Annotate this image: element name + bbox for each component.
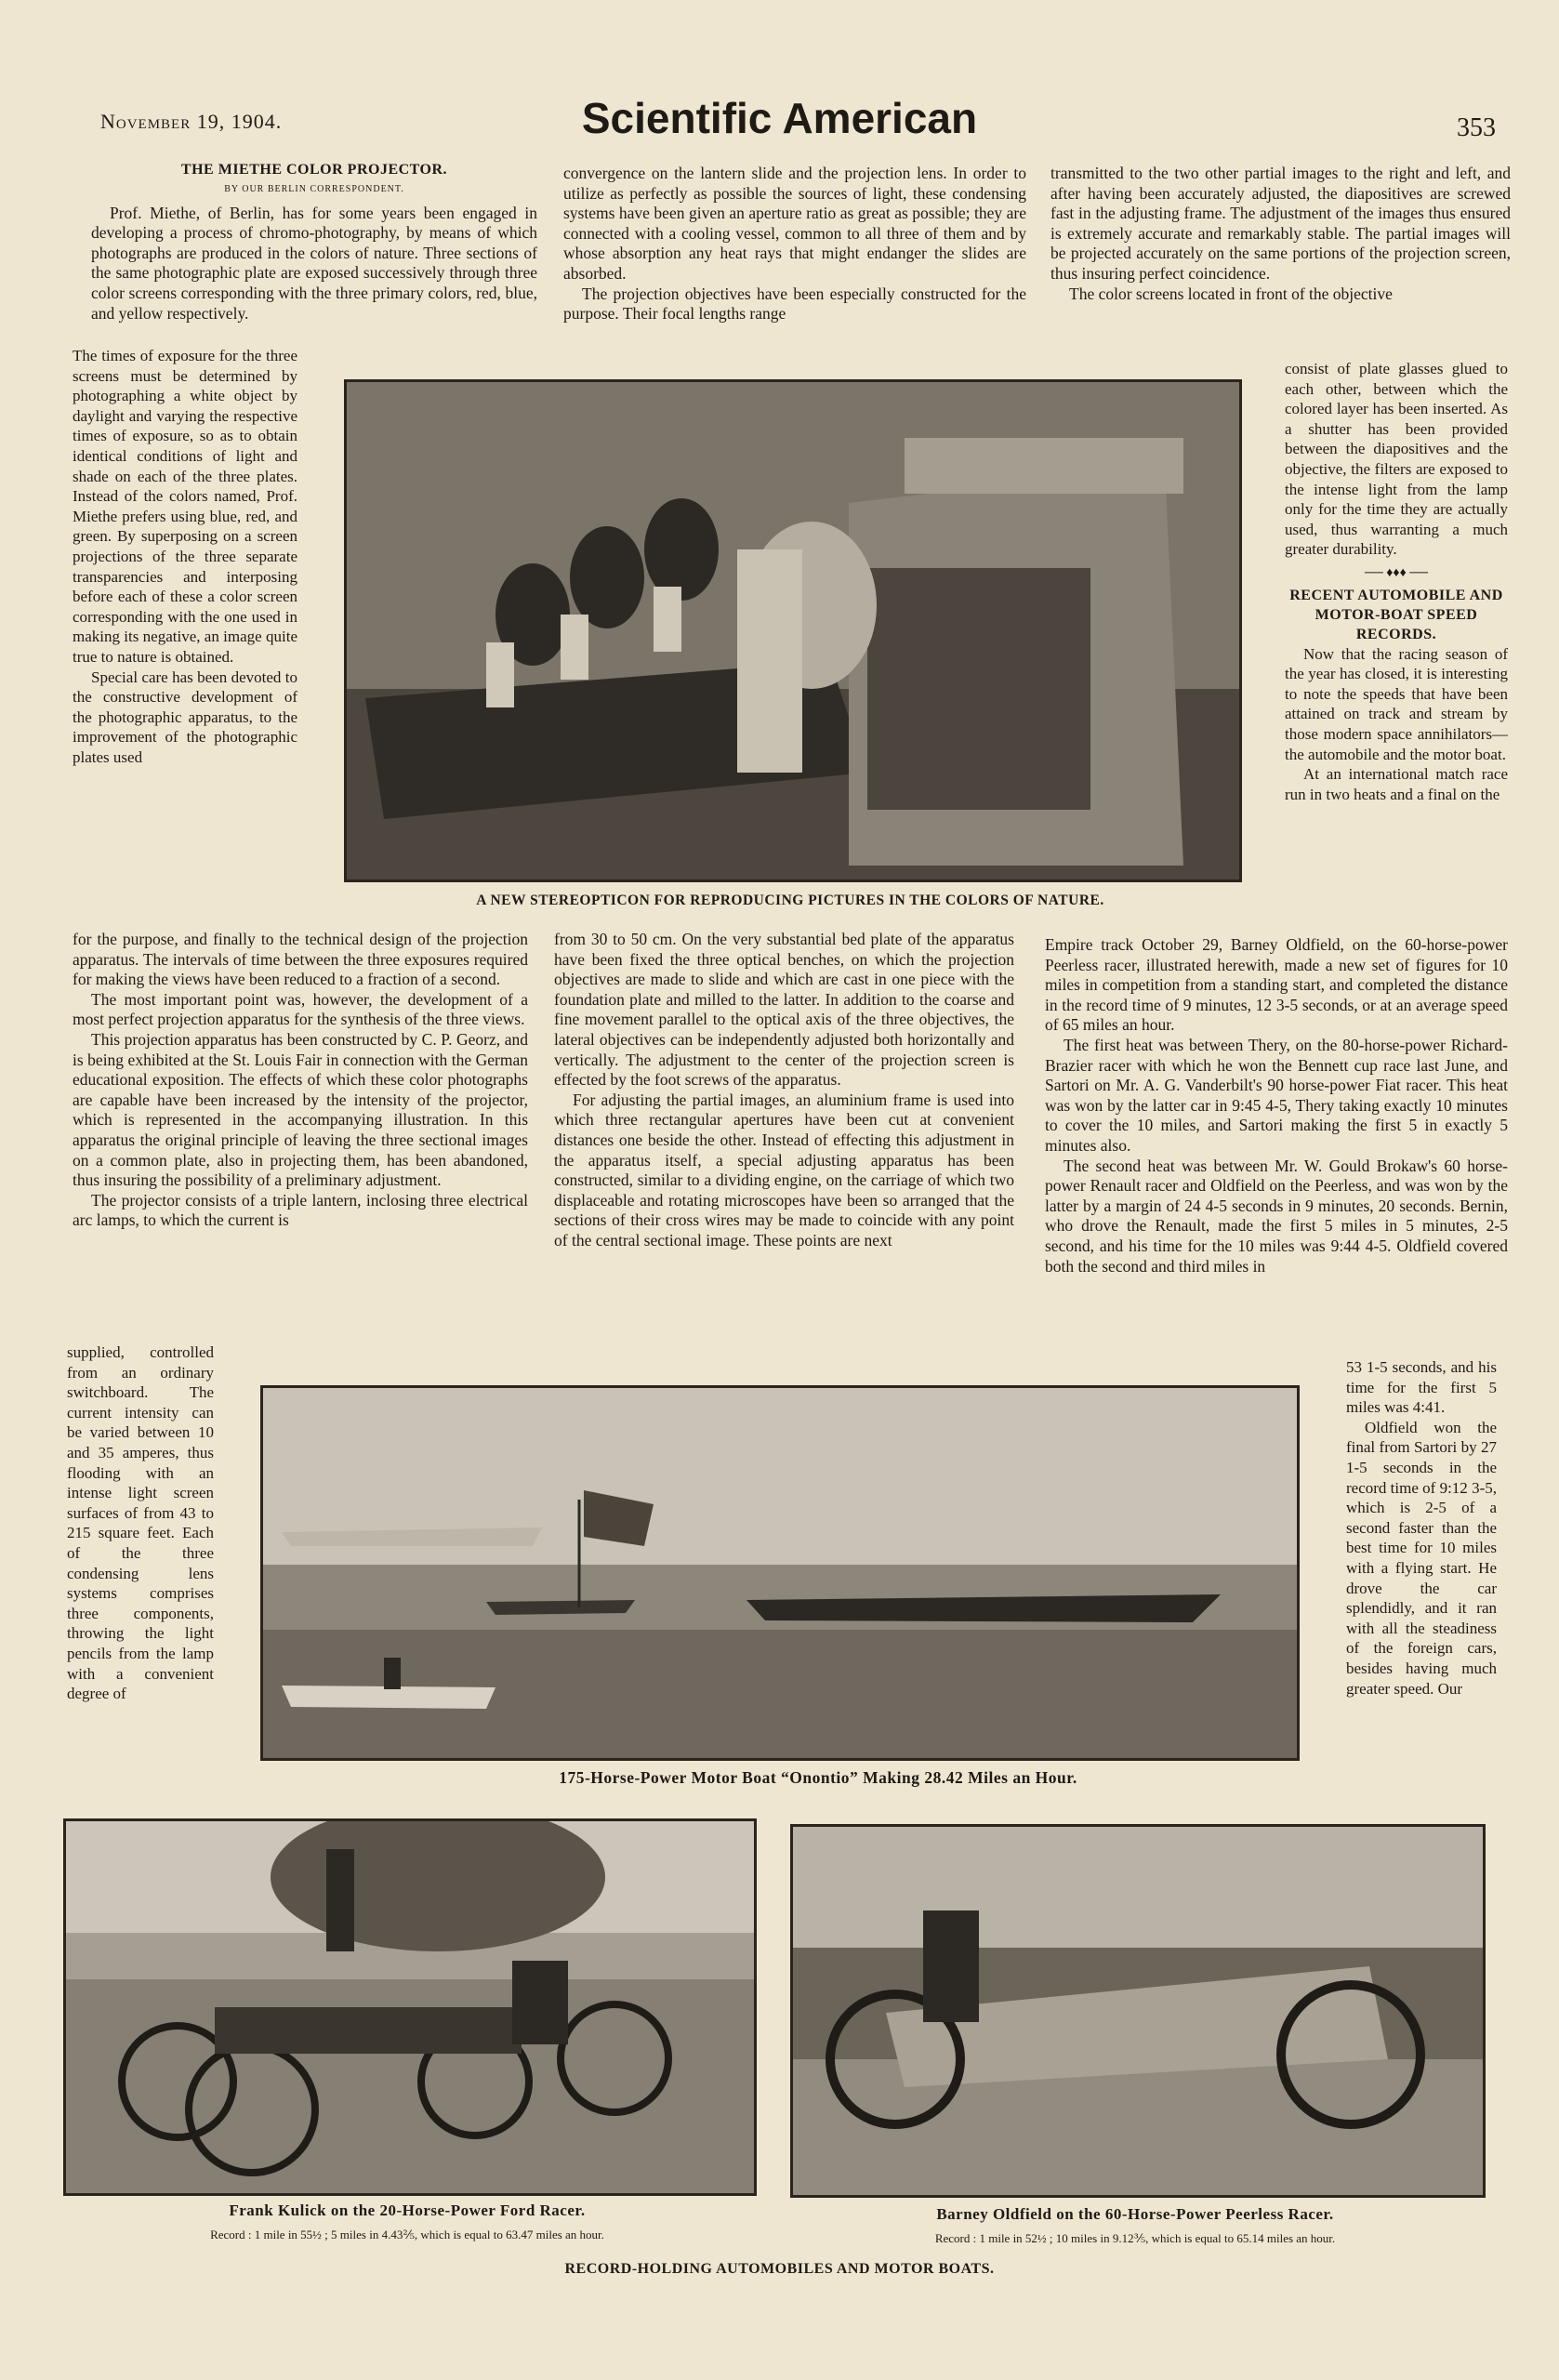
auto-article-col3-bottom xyxy=(1346,1357,1497,1699)
magazine-title: Scientific American xyxy=(581,94,978,142)
figures-overall-caption: RECORD-HOLDING AUTOMOBILES AND MOTOR BOATS. xyxy=(564,2261,995,2277)
projector-article-col1-bottom xyxy=(67,1342,214,1704)
issue-date: November 19, 1904. xyxy=(100,110,283,133)
auto-article-col3 xyxy=(1045,935,1508,1276)
ford-racer-photo xyxy=(63,1818,757,2196)
paragraph: The first heat was between Thery, on the 80-horse-power Richard-Brazier racer with which he won the Bennett cup race last June, and Sartori on Mr. A. G. Vanderbilt's 90 horse-power Fiat racer. This heat was won by the latter car in 9:45 4-5, Thery taking exactly 10 minutes to cover the 10 miles, and Sartori making the first 5 in exactly 5 minutes also. xyxy=(1045,1035,1508,1155)
projector-article-narrow xyxy=(73,346,297,767)
projector-article-intro xyxy=(91,160,537,324)
projector-article-col3-narrow xyxy=(1285,359,1508,804)
paragraph: The second heat was between Mr. W. Gould Brokaw's 60 horse-power Renault racer and Oldfield on the Peerless, and was won by the latter by a margin of 24 4-5 seconds in 9 minutes, 20 seconds. Bernin, who drove the Renault, made the first 5 miles in 5 minutes, 2-5 second, and his time for the 10 miles was 9:44 4-5. Oldfield covered both the second and third miles in xyxy=(1045,1156,1508,1276)
projector-article-col1-lower xyxy=(73,930,528,1231)
paragraph: from 30 to 50 cm. On the very substantial bed plate of the apparatus have been fixed the three optical benches, on which the projection objectives are made to slide and which are cast in one piece with the foundation plate and milled to the latter. In addition to the coarse and fine movement parallel to the optical axis of the three objectives, the lateral objectives can be independently adjusted both horizontally and vertically. The adjustment to the center of the projection screen is effected by the foot screws of the apparatus. xyxy=(554,930,1014,1090)
paragraph: The most important point was, however, the development of a most perfect projection apparatus for the synthesis of the three views. xyxy=(73,989,528,1029)
motor-boat-caption: 175-Horse-Power Motor Boat “Onontio” Making 28.42 Miles an Hour. xyxy=(559,1768,1077,1787)
paragraph: 53 1-5 seconds, and his time for the first 5 miles was 4:41. xyxy=(1346,1358,1497,1417)
ford-racer-caption: Frank Kulick on the 20-Horse-Power Ford Racer. xyxy=(229,2202,586,2219)
paragraph: The projection objectives have been especially constructed for the purpose. Their focal lengths range xyxy=(563,284,1026,324)
paragraph: The projector consists of a triple lantern, inclosing three electrical arc lamps, to which the current is xyxy=(73,1190,528,1230)
paragraph: Special care has been devoted to the constructive development of the photographic apparatus, to the improvement of the photographic plates used xyxy=(73,668,297,766)
paragraph: The color screens located in front of the objective xyxy=(1069,284,1393,303)
peerless-racer-record: Record : 1 mile in 52½ ; 10 miles in 9.12⅗, which is equal to 65.14 miles an hour. xyxy=(934,2231,1336,2245)
motor-boat-photo xyxy=(260,1385,1300,1761)
paragraph: The times of exposure for the three screens must be determined by photographing a white object by daylight and varying the respective times of exposure, so as to obtain identical conditions of light and shade on each of the three plates. Instead of the colors named, Prof. Miethe prefers using blue, red, and green. By superposing on a screen projections of the three separate transparencies and interposing before each of these a color screen corresponding with the one used in making its negative, an image quite true to nature is obtained. xyxy=(73,347,297,666)
peerless-racer-caption: Barney Oldfield on the 60-Horse-Power Peerless Racer. xyxy=(936,2205,1334,2223)
page-number: 353 xyxy=(1457,113,1496,142)
paragraph: for the purpose, and finally to the technical design of the projection apparatus. The intervals of time between the three exposures required for making the views have been reduced to a fraction of a second. xyxy=(73,930,528,989)
separator: ── ♦♦♦ ── xyxy=(1364,565,1429,580)
paragraph: At an international match race run in two heats and a final on the xyxy=(1285,765,1508,803)
projector-article-col2-lower xyxy=(554,930,1014,1251)
paragraph: supplied, controlled from an ordinary switchboard. The current intensity can be varied between 10 and 35 amperes, thus flooding with an intense light screen surfaces of from 43 to 215 square feet. Each of the three condensing lens systems comprises three components, throwing the light pencils from the lamp with a convenient degree of xyxy=(67,1343,214,1703)
paragraph: convergence on the lantern slide and the projection lens. In order to utilize as perfectly as possible the sources of light, these condensing systems have been given an aperture ratio as great as possible; they are connected with a cooling vessel, common to all three of them and by whose absorption any heat rays that might endanger the slides are absorbed. xyxy=(563,164,1026,283)
stereopticon-photo xyxy=(344,379,1242,882)
stereopticon-caption: A NEW STEREOPTICON FOR REPRODUCING PICTURES IN THE COLORS OF NATURE. xyxy=(476,892,1104,908)
peerless-racer-photo xyxy=(790,1824,1486,2198)
paragraph: consist of plate glasses glued to each other, between which the colored layer has been inserted. As a shutter has been provided between the diapositives and the objective, the filters are exposed to the intense light from the lamp only for the time they are actually used, thus warranting a much greater durability. xyxy=(1285,360,1508,559)
paragraph: For adjusting the partial images, an aluminium frame is used into which three rectangular apertures have been cut at convenient distances one beside the other. Instead of effecting this adjustment in the apparatus itself, a special adjusting apparatus has been constructed, similar to a dividing engine, on the carriage of which two displaceable and rotating microscopes have been so arranged that the sections of their cross wires may be made to coincide with any point of the central sectional image. These points are next xyxy=(554,1090,1014,1250)
paragraph: Oldfield won the final from Sartori by 27 1-5 seconds in the record time of 9:12 3-5, which is 2-5 of a second faster than the best time for 10 miles with a flying start. He drove the car splendidly, and it ran with all the steadiness of the foreign cars, besides having much greater speed. Our xyxy=(1346,1418,1497,1698)
ford-racer-record: Record : 1 mile in 55½ ; 5 miles in 4.43⅖, which is equal to 63.47 miles an hour. xyxy=(210,2228,604,2241)
projector-article-col2-top xyxy=(563,164,1026,324)
article-byline: BY OUR BERLIN CORRESPONDENT. xyxy=(224,184,404,194)
paragraph: Prof. Miethe, of Berlin, has for some years been engaged in developing a process of chromo-photography, by means of which photographs are produced in the colors of nature. Three sections of the same photographic plate are exposed successively through three color screens corresponding with the three primary colors, red, blue, and yellow respectively. xyxy=(91,203,537,323)
article-title: THE MIETHE COLOR PROJECTOR. xyxy=(180,162,448,178)
paragraph: This projection apparatus has been constructed by C. P. Georz, and is being exhibited at the St. Louis Fair in connection with the German educational exposition. The effects of which these color photographs are capable have been increased by the intensity of the projector, which is represented in the accompanying illustration. In this apparatus the original principle of leaving the three sectional images on a common plate, also in projecting them, has been abandoned, thus insuring the possibility of a preliminary adjustment. xyxy=(73,1029,528,1190)
projector-article-col3-top xyxy=(1050,164,1511,304)
paragraph: transmitted to the two other partial images to the right and left, and after having been accurately adjusted, the diapositives are screwed fast in the adjusting frame. The adjustment of the images thus ensured is extremely accurate and remarkably stable. The partial images will be projected accurately on the same portions of the projection screen, thus insuring perfect coincidence. xyxy=(1050,164,1511,283)
paragraph: Now that the racing season of the year has closed, it is interesting to note the speeds that have been attained on track and stream by those modern space annihilators—the automobile and the motor boat. xyxy=(1285,644,1508,763)
auto-article-title: RECENT AUTOMOBILE AND MOTOR-BOAT SPEED RECORDS. xyxy=(1289,587,1503,642)
paragraph: Empire track October 29, Barney Oldfield, on the 60-horse-power Peerless racer, illustrated herewith, made a new set of figures for 10 miles in competition from a standing start, and completed the distance in the record time of 9 minutes, 12 3-5 seconds, or at an average speed of 65 miles an hour. xyxy=(1045,935,1508,1035)
